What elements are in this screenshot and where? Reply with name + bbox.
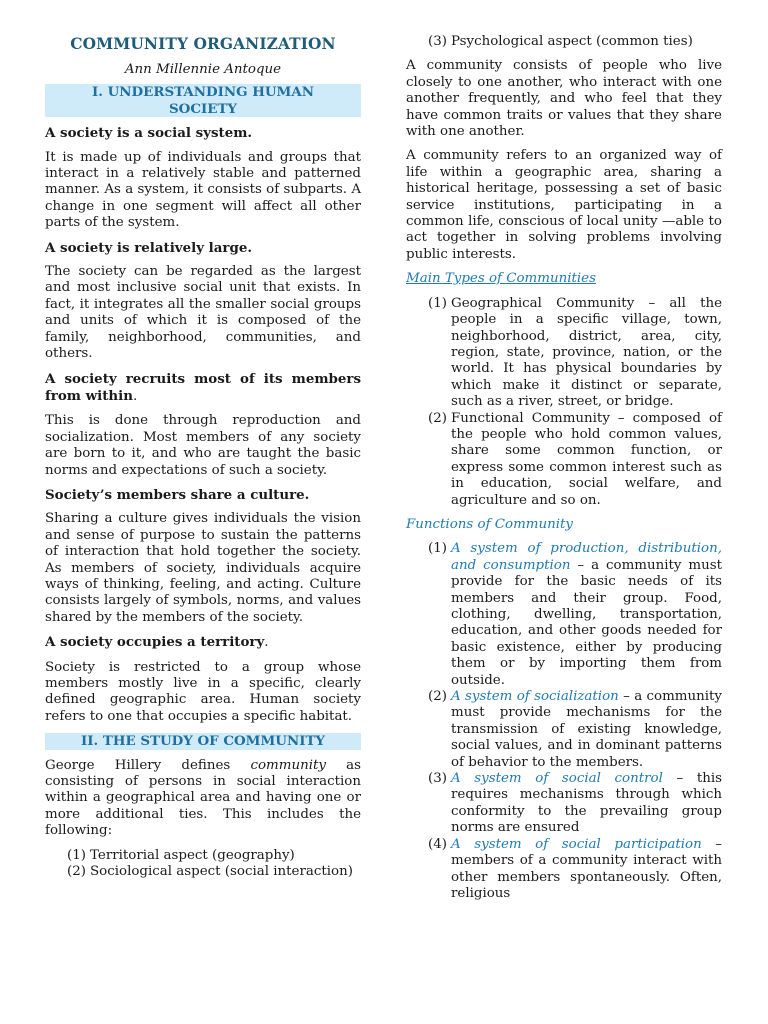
society-point-heading: A society is relatively large. bbox=[45, 239, 252, 256]
heading-period: . bbox=[264, 635, 269, 651]
hillery-definition bbox=[45, 758, 361, 840]
list-text bbox=[451, 689, 722, 771]
community-functions-list bbox=[428, 541, 722, 902]
society-point-text: The society can be regarded as the largest and most inclusive social unit that exists. In fact, it integrates all the smaller social groups and units of which it is composed of the family, neighborhood, communities, and others. bbox=[45, 264, 361, 362]
functions-of-community-heading: Functions of Community bbox=[406, 516, 573, 532]
society-point-heading bbox=[45, 371, 361, 406]
types-of-communities-heading: Main Types of Communities bbox=[406, 271, 596, 287]
list-number: (2) bbox=[67, 864, 86, 880]
society-point-heading-bold: A society recruits most of its members from within bbox=[45, 370, 361, 404]
list-item bbox=[67, 864, 361, 880]
section-heading-understanding-society: I. UNDERSTANDING HUMAN SOCIETY bbox=[45, 84, 361, 117]
right-column bbox=[406, 34, 722, 902]
list-number: (4) bbox=[428, 836, 447, 852]
list-item bbox=[428, 837, 722, 903]
heading-period: . bbox=[132, 388, 138, 404]
author-name: Ann Millennie Antoque bbox=[124, 62, 282, 77]
list-text bbox=[451, 541, 722, 689]
community-aspects-list-continued bbox=[428, 34, 722, 50]
list-item bbox=[428, 771, 722, 837]
society-point-text: It is made up of individuals and groups that interact in a relatively stable and patterned manner. As a system, it consists of subparts. A change in one segment will affect all other parts of the system. bbox=[45, 149, 361, 231]
list-text: Psychological aspect (common ties) bbox=[451, 34, 693, 49]
community-aspects-list bbox=[67, 848, 361, 881]
function-text: – a community must provide mechanisms for the transmission of existing knowledge, social values, and in dominant patterns of behavior to the members. bbox=[451, 689, 722, 770]
function-label: A system of social participation bbox=[451, 836, 702, 852]
list-item bbox=[428, 34, 722, 50]
function-text: – a community must provide for the basic needs of its members and their group. Food, clothing, dwelling, transportation, education, and other goods needed for basic existence, either by producing them or by importing them from outside. bbox=[451, 557, 722, 688]
hillery-term: community bbox=[250, 757, 326, 773]
list-number: (1) bbox=[67, 847, 86, 863]
community-definition: A community refers to an organized way of life within a geographic area, sharing a historical heritage, possessing a set of basic service institutions, participating in a common life, conscious of local unity —able to act together in solving problems involving public interests. bbox=[406, 148, 722, 262]
list-text: Functional Community – composed of the people who hold common values, share some common function, or express some common interest such as in education, social welfare, and agriculture and so on. bbox=[451, 410, 722, 508]
list-item bbox=[428, 296, 722, 411]
hillery-text-a: George Hillery defines bbox=[45, 757, 251, 773]
society-point-heading bbox=[45, 634, 361, 651]
list-number: (3) bbox=[428, 34, 447, 49]
list-number: (3) bbox=[428, 771, 447, 787]
function-label: A system of social control bbox=[451, 771, 663, 787]
society-point-text: This is done through reproduction and socialization. Most members of any society are born to it, and who are taught the basic norms and expectations of such a society. bbox=[45, 413, 361, 478]
community-types-list bbox=[428, 296, 722, 509]
list-number: (2) bbox=[428, 410, 447, 426]
function-label: A system of socialization bbox=[451, 689, 619, 705]
list-number: (2) bbox=[428, 689, 447, 705]
function-text: – this requires mechanisms through which conformity to the prevailing group norms are ensured bbox=[451, 771, 722, 836]
list-text: Sociological aspect (social interaction) bbox=[90, 864, 353, 880]
document-title: COMMUNITY ORGANIZATION bbox=[70, 35, 336, 53]
list-item bbox=[67, 848, 361, 864]
hillery-text-b: as consisting of persons in social interaction within a geographical area and having one or more additional ties. This includes the following: bbox=[45, 757, 361, 839]
list-text: Territorial aspect (geography) bbox=[90, 847, 295, 863]
society-point-text: Society is restricted to a group whose members mostly live in a specific, clearly defined geographic area. Human society refers to one that occupies a specific habitat. bbox=[45, 659, 361, 724]
function-label: A system of production, distribution, and consumption bbox=[451, 541, 722, 573]
society-point-heading: Society’s members share a culture. bbox=[45, 486, 310, 503]
list-text bbox=[451, 837, 722, 903]
section-heading-study-of-community: II. THE STUDY OF COMMUNITY bbox=[45, 733, 361, 749]
society-point-heading: A society is a social system. bbox=[45, 125, 253, 142]
society-point-heading-bold: A society occupies a territory bbox=[45, 634, 265, 651]
list-number: (1) bbox=[428, 295, 447, 311]
society-point-text: Sharing a culture gives individuals the vision and sense of purpose to sustain the patterns of interaction that hold together the society. As members of society, individuals acquire ways of thinking, feeling, and acting. Culture consists largely of symbols, norms, and values shared by the members of the society. bbox=[45, 511, 361, 625]
list-text: Geographical Community – all the people in a specific village, town, neighborhood, district, area, city, region, state, province, nation, or the world. It has physical boundaries by which make it distinct or separate, such as a river, street, or bridge. bbox=[451, 295, 722, 410]
function-text: – members of a community interact with other members spontaneously. Often, religious bbox=[451, 836, 722, 901]
list-item bbox=[428, 411, 722, 509]
community-definition: A community consists of people who live closely to one another, who interact with one another frequently, and who feel that they have common traits or values that they share with one another. bbox=[406, 58, 722, 140]
left-column bbox=[45, 34, 361, 880]
list-number: (1) bbox=[428, 541, 447, 557]
list-item bbox=[428, 689, 722, 771]
list-item bbox=[428, 541, 722, 689]
list-text bbox=[451, 771, 722, 837]
